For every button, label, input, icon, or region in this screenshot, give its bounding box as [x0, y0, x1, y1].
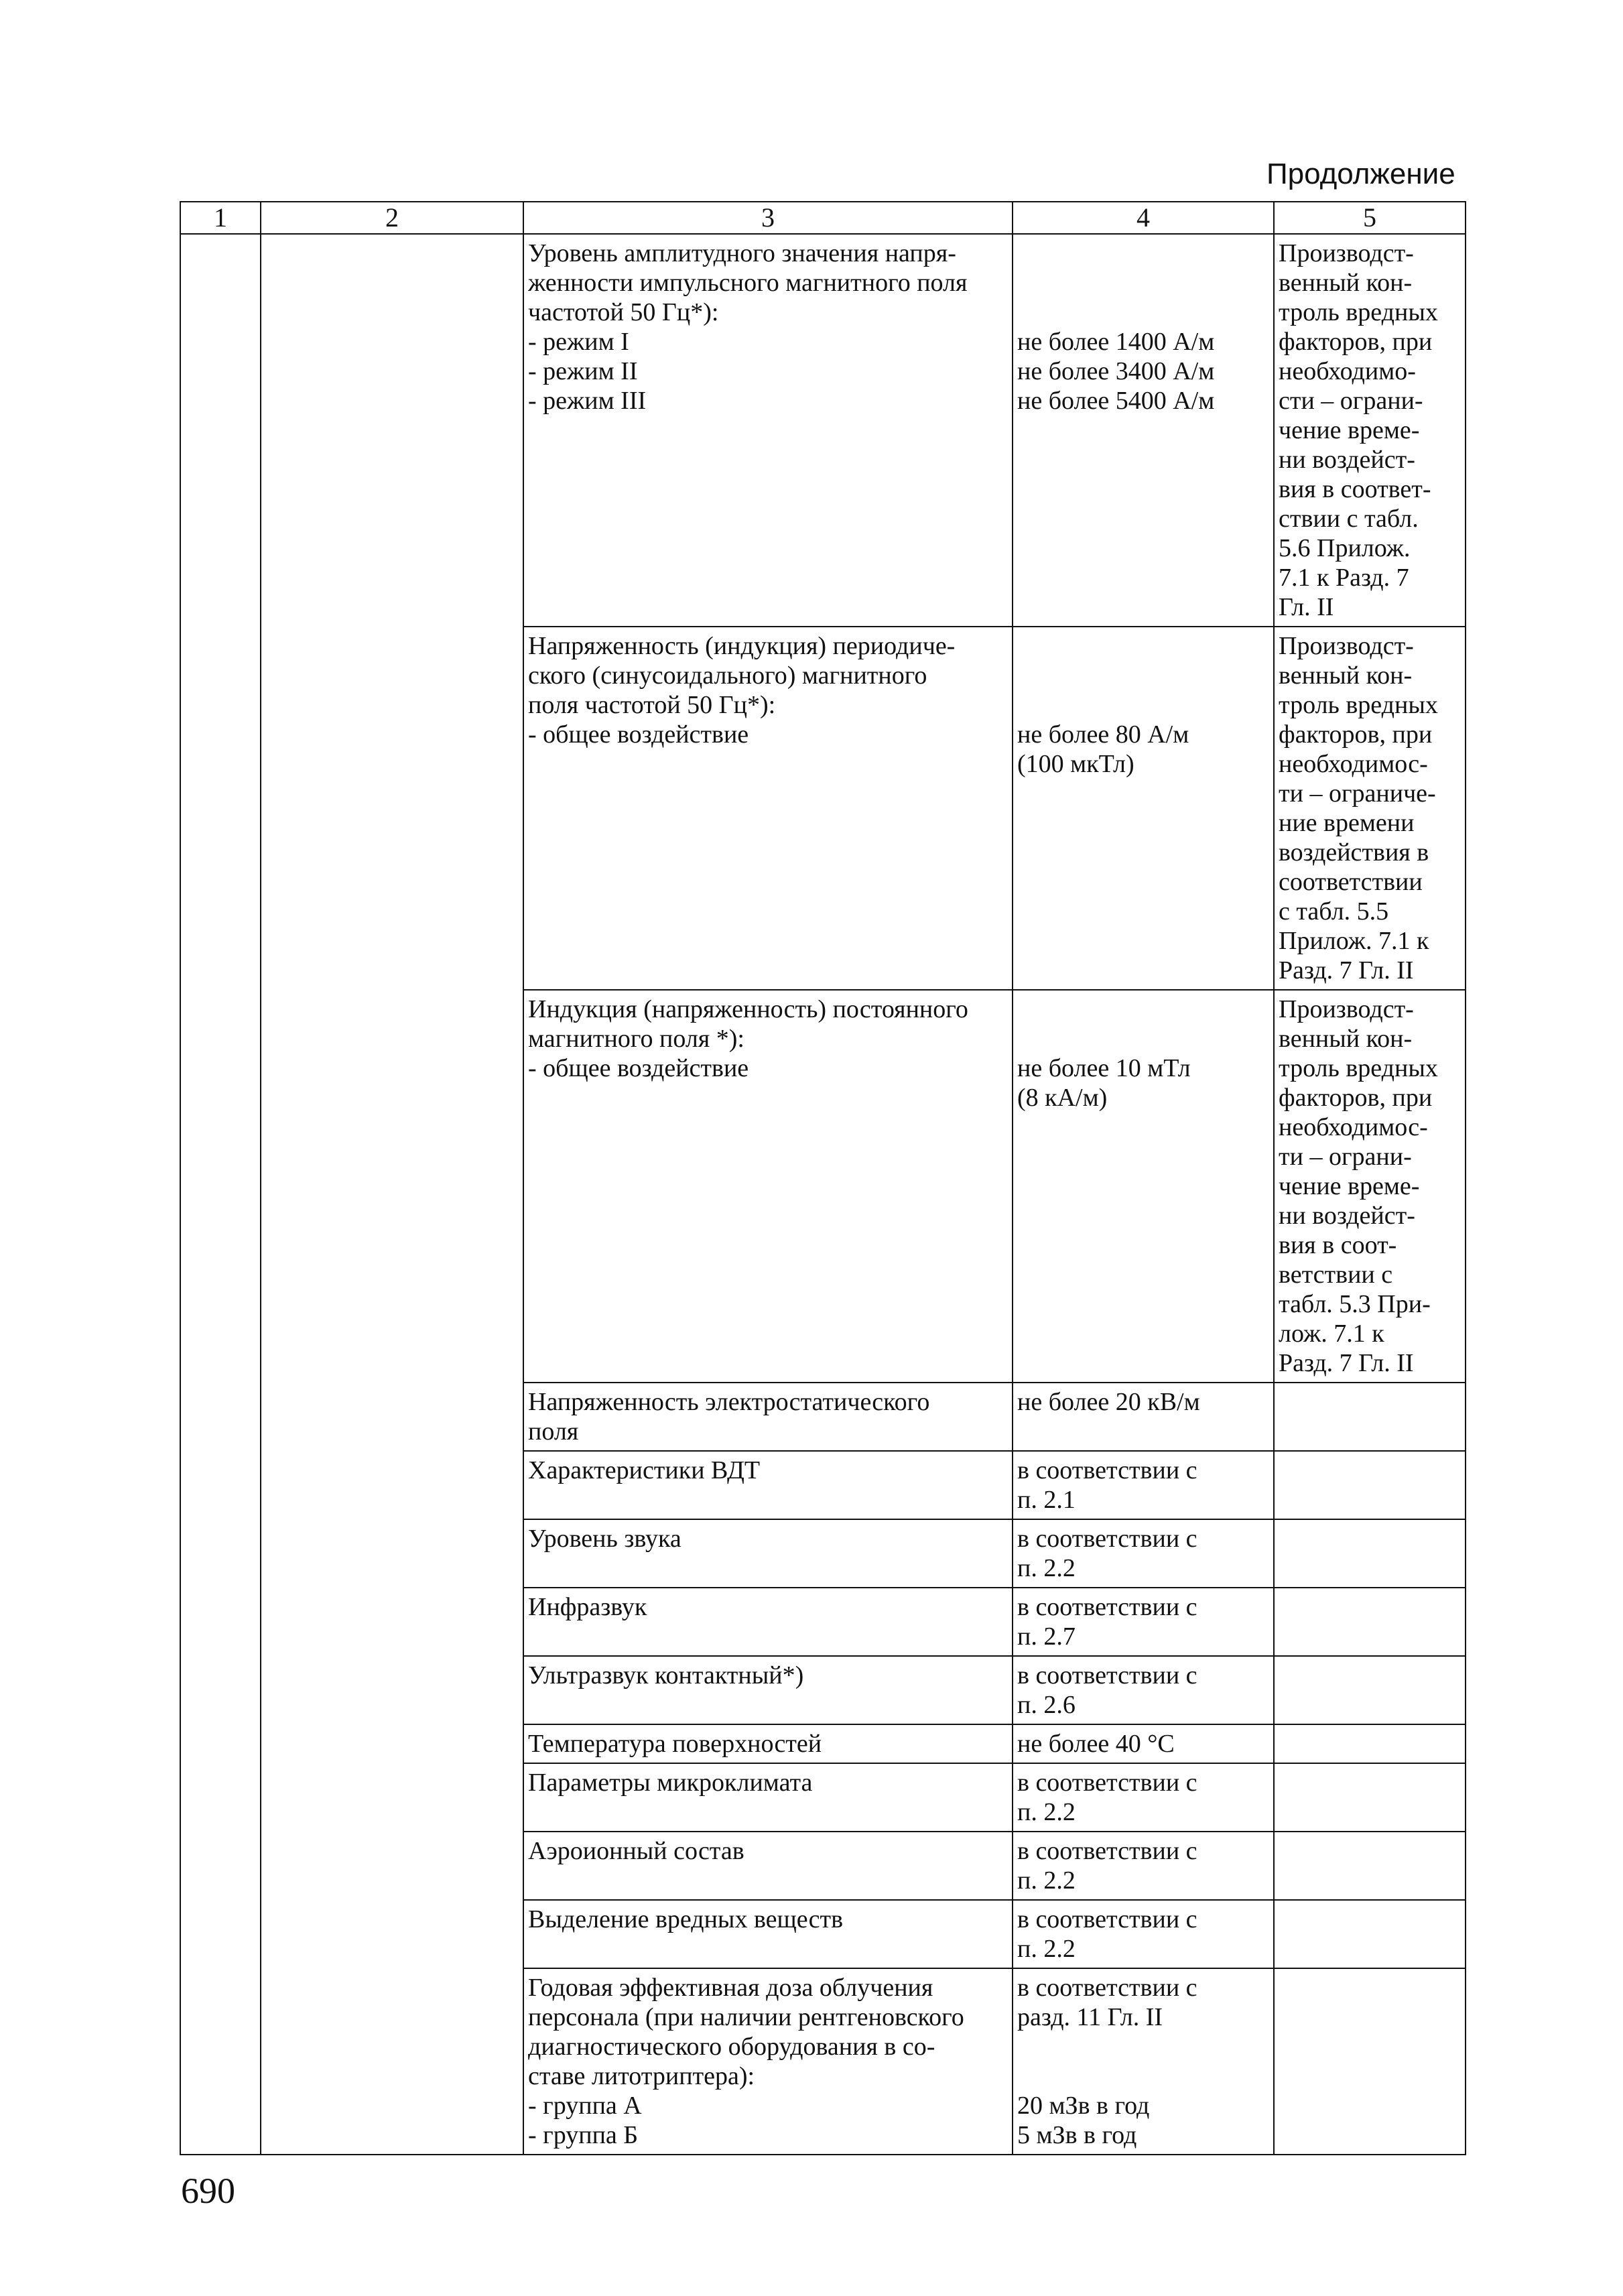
- cell-col2: [261, 1832, 523, 1900]
- cell-norm: [1013, 1588, 1274, 1656]
- cell-line: Параметры микроклимата: [528, 1769, 813, 1797]
- cell-line: лож. 7.1 к: [1279, 1320, 1384, 1348]
- cell-norm: [1013, 1832, 1274, 1900]
- cell-col1: [180, 627, 261, 990]
- table-row: [180, 990, 1466, 1383]
- cell-line: воздействия в: [1279, 838, 1429, 867]
- cell-norm: [1013, 1763, 1274, 1832]
- cell-note: [1274, 990, 1466, 1383]
- cell-line: поля: [528, 1417, 579, 1446]
- cell-line: Производст-: [1279, 995, 1414, 1023]
- column-header-3: 3: [523, 202, 1013, 234]
- cell-col2: [261, 1656, 523, 1724]
- column-header-1: 1: [180, 202, 261, 234]
- table-row: [180, 1383, 1466, 1451]
- cell-line: Уровень амплитудного значения напря-: [528, 239, 956, 267]
- cell-note: [1274, 1763, 1466, 1832]
- cell-line: венный кон-: [1279, 1025, 1413, 1053]
- cell-line: Напряженность электростатического: [528, 1388, 930, 1416]
- cell-line: [1017, 2061, 1269, 2091]
- cell-line: Ультразвук контактный*): [528, 1661, 804, 1689]
- continuation-label: Продолжение: [1267, 157, 1455, 190]
- cell-col2: [261, 1519, 523, 1588]
- table-row: [180, 1451, 1466, 1519]
- cell-line: в соответствии с: [1017, 1593, 1197, 1621]
- cell-line: п. 2.7: [1017, 1622, 1076, 1651]
- cell-line: факторов, при: [1279, 328, 1433, 356]
- cell-col1: [180, 234, 261, 627]
- cell-parameter: [523, 1900, 1013, 1968]
- cell-line: - общее воздействие: [528, 1054, 749, 1082]
- cell-line: - общее воздействие: [528, 720, 749, 749]
- table-row: [180, 1832, 1466, 1900]
- cell-note: [1274, 1519, 1466, 1588]
- cell-line: Индукция (напряженность) постоянного: [528, 995, 968, 1023]
- cell-line: Производст-: [1279, 632, 1414, 660]
- cell-note: [1274, 1451, 1466, 1519]
- cell-parameter: [523, 1656, 1013, 1724]
- cell-parameter: [523, 1968, 1013, 2155]
- cell-line: 7.1 к Разд. 7: [1279, 564, 1409, 592]
- cell-line: чение време-: [1279, 1172, 1420, 1200]
- cell-norm: [1013, 1451, 1274, 1519]
- cell-line: Температура поверхностей: [528, 1730, 822, 1758]
- cell-line: в соответствии с: [1017, 1974, 1197, 2002]
- cell-norm: [1013, 1900, 1274, 1968]
- cell-line: не более 40 °С: [1017, 1730, 1175, 1758]
- cell-line: п. 2.2: [1017, 1935, 1076, 1963]
- cell-line: в соответствии с: [1017, 1456, 1197, 1484]
- cell-col2: [261, 1968, 523, 2155]
- cell-col1: [180, 1968, 261, 2155]
- cell-col1: [180, 1519, 261, 1588]
- cell-note: [1274, 1588, 1466, 1656]
- table-row: [180, 1724, 1466, 1763]
- cell-norm: [1013, 990, 1274, 1383]
- cell-line: 5.6 Прилож.: [1279, 534, 1411, 562]
- cell-line: [1017, 1024, 1269, 1054]
- cell-line: с табл. 5.5: [1279, 897, 1389, 926]
- cell-line: [1017, 298, 1269, 327]
- cell-line: сти – ограни-: [1279, 387, 1423, 415]
- cell-line: Выделение вредных веществ: [528, 1905, 844, 1933]
- cell-line: Разд. 7 Гл. II: [1279, 1349, 1414, 1377]
- cell-line: - группа А: [528, 2092, 642, 2120]
- cell-line: персонала (при наличии рентгеновского: [528, 2003, 964, 2031]
- cell-norm: [1013, 1968, 1274, 2155]
- cell-col2: [261, 1383, 523, 1451]
- cell-line: [1017, 995, 1269, 1024]
- cell-line: женности импульсного магнитного поля: [528, 269, 968, 297]
- cell-note: [1274, 234, 1466, 627]
- cell-norm: [1013, 1519, 1274, 1588]
- cell-parameter: [523, 1763, 1013, 1832]
- page-number: 690: [181, 2171, 235, 2211]
- cell-col1: [180, 1763, 261, 1832]
- table-row: [180, 1519, 1466, 1588]
- cell-line: не более 5400 А/м: [1017, 387, 1215, 415]
- cell-line: венный кон-: [1279, 269, 1413, 297]
- cell-line: диагностического оборудования в со-: [528, 2033, 935, 2061]
- cell-line: вия в соответ-: [1279, 475, 1431, 503]
- cell-line: ставе литотриптера):: [528, 2062, 755, 2090]
- cell-line: ского (синусоидального) магнитного: [528, 661, 927, 690]
- cell-line: п. 2.2: [1017, 1554, 1076, 1582]
- cell-norm: [1013, 234, 1274, 627]
- cell-col1: [180, 1588, 261, 1656]
- cell-line: в соответствии с: [1017, 1837, 1197, 1865]
- cell-note: [1274, 1968, 1466, 2155]
- cell-line: в соответствии с: [1017, 1769, 1197, 1797]
- cell-line: ствии с табл.: [1279, 505, 1419, 533]
- cell-col1: [180, 1656, 261, 1724]
- cell-col2: [261, 1588, 523, 1656]
- column-header-5: 5: [1274, 202, 1466, 234]
- cell-line: ти – ограниче-: [1279, 779, 1436, 808]
- cell-line: Разд. 7 Гл. II: [1279, 956, 1414, 984]
- cell-line: 20 мЗв в год: [1017, 2092, 1150, 2120]
- cell-line: троль вредных: [1279, 298, 1438, 326]
- cell-norm: [1013, 1383, 1274, 1451]
- cell-col2: [261, 627, 523, 990]
- cell-line: разд. 11 Гл. II: [1017, 2003, 1163, 2031]
- cell-line: венный кон-: [1279, 661, 1413, 690]
- cell-line: ти – ограни-: [1279, 1143, 1412, 1171]
- cell-line: (100 мкТл): [1017, 750, 1134, 778]
- cell-parameter: [523, 1832, 1013, 1900]
- cell-col2: [261, 1900, 523, 1968]
- cell-note: [1274, 1832, 1466, 1900]
- cell-line: - режим III: [528, 387, 647, 415]
- cell-line: не более 80 А/м: [1017, 720, 1189, 749]
- cell-line: не более 1400 А/м: [1017, 328, 1215, 356]
- cell-line: в соответствии с: [1017, 1905, 1197, 1933]
- cell-line: не более 10 мТл: [1017, 1054, 1191, 1082]
- cell-line: Аэроионный состав: [528, 1837, 744, 1865]
- cell-col1: [180, 1724, 261, 1763]
- cell-line: троль вредных: [1279, 1054, 1438, 1082]
- cell-col1: [180, 1451, 261, 1519]
- cell-line: факторов, при: [1279, 1084, 1433, 1112]
- cell-parameter: [523, 1588, 1013, 1656]
- cell-line: ветствии с: [1279, 1261, 1393, 1289]
- table-row: [180, 234, 1466, 627]
- cell-line: необходимо-: [1279, 357, 1416, 385]
- cell-norm: [1013, 1656, 1274, 1724]
- cell-line: п. 2.2: [1017, 1866, 1076, 1895]
- cell-parameter: [523, 234, 1013, 627]
- cell-parameter: [523, 1724, 1013, 1763]
- cell-col1: [180, 1383, 261, 1451]
- cell-line: п. 2.6: [1017, 1691, 1076, 1719]
- cell-line: п. 2.2: [1017, 1798, 1076, 1826]
- cell-line: ни воздейст-: [1279, 1202, 1415, 1230]
- table-row: [180, 1588, 1466, 1656]
- cell-note: [1274, 1383, 1466, 1451]
- cell-line: Напряженность (индукция) периодиче-: [528, 632, 956, 660]
- cell-line: п. 2.1: [1017, 1486, 1076, 1514]
- cell-line: - режим I: [528, 328, 629, 356]
- cell-line: факторов, при: [1279, 720, 1433, 749]
- hygiene-standards-table: [180, 201, 1466, 2155]
- cell-line: [1017, 2032, 1269, 2061]
- cell-line: [1017, 661, 1269, 690]
- cell-line: ние времени: [1279, 809, 1415, 837]
- column-header-4: 4: [1013, 202, 1274, 234]
- cell-col2: [261, 1451, 523, 1519]
- cell-col1: [180, 990, 261, 1383]
- cell-col2: [261, 234, 523, 627]
- table-row: [180, 1763, 1466, 1832]
- cell-line: не более 3400 А/м: [1017, 357, 1215, 385]
- cell-line: 5 мЗв в год: [1017, 2121, 1137, 2149]
- table-row: [180, 627, 1466, 990]
- cell-line: Гл. II: [1279, 593, 1334, 621]
- cell-note: [1274, 1724, 1466, 1763]
- cell-line: - группа Б: [528, 2121, 639, 2149]
- cell-note: [1274, 1656, 1466, 1724]
- cell-line: в соответствии с: [1017, 1661, 1197, 1689]
- cell-line: поля частотой 50 Гц*):: [528, 691, 776, 719]
- cell-line: табл. 5.3 При-: [1279, 1290, 1431, 1318]
- cell-parameter: [523, 990, 1013, 1383]
- cell-line: необходимос-: [1279, 750, 1428, 778]
- cell-line: (8 кА/м): [1017, 1084, 1108, 1112]
- cell-line: частотой 50 Гц*):: [528, 298, 719, 326]
- cell-line: соответствии: [1279, 868, 1423, 896]
- cell-note: [1274, 627, 1466, 990]
- table-row: [180, 1900, 1466, 1968]
- cell-line: [1017, 268, 1269, 298]
- cell-parameter: [523, 1451, 1013, 1519]
- cell-col1: [180, 1832, 261, 1900]
- cell-line: вия в соот-: [1279, 1231, 1397, 1259]
- cell-col2: [261, 1724, 523, 1763]
- cell-line: Прилож. 7.1 к: [1279, 927, 1429, 955]
- cell-line: ни воздейст-: [1279, 446, 1415, 474]
- cell-line: [1017, 690, 1269, 720]
- cell-norm: [1013, 1724, 1274, 1763]
- cell-parameter: [523, 627, 1013, 990]
- cell-line: [1017, 239, 1269, 268]
- cell-col2: [261, 990, 523, 1383]
- cell-line: Производст-: [1279, 239, 1414, 267]
- cell-line: Инфразвук: [528, 1593, 647, 1621]
- cell-line: Уровень звука: [528, 1525, 681, 1553]
- cell-line: Характеристики ВДТ: [528, 1456, 761, 1484]
- cell-line: Годовая эффективная доза облучения: [528, 1974, 933, 2002]
- cell-line: [1017, 631, 1269, 661]
- cell-line: троль вредных: [1279, 691, 1438, 719]
- column-header-2: 2: [261, 202, 523, 234]
- cell-norm: [1013, 627, 1274, 990]
- cell-col2: [261, 1763, 523, 1832]
- cell-parameter: [523, 1519, 1013, 1588]
- cell-line: необходимос-: [1279, 1113, 1428, 1141]
- cell-line: в соответствии с: [1017, 1525, 1197, 1553]
- cell-col1: [180, 1900, 261, 1968]
- cell-line: - режим II: [528, 357, 638, 385]
- table-row: [180, 1656, 1466, 1724]
- cell-note: [1274, 1900, 1466, 1968]
- cell-line: магнитного поля *):: [528, 1025, 744, 1053]
- table-row: [180, 1968, 1466, 2155]
- cell-parameter: [523, 1383, 1013, 1451]
- cell-line: не более 20 кВ/м: [1017, 1388, 1200, 1416]
- cell-line: чение време-: [1279, 416, 1420, 444]
- column-number-header-row: [180, 202, 1466, 234]
